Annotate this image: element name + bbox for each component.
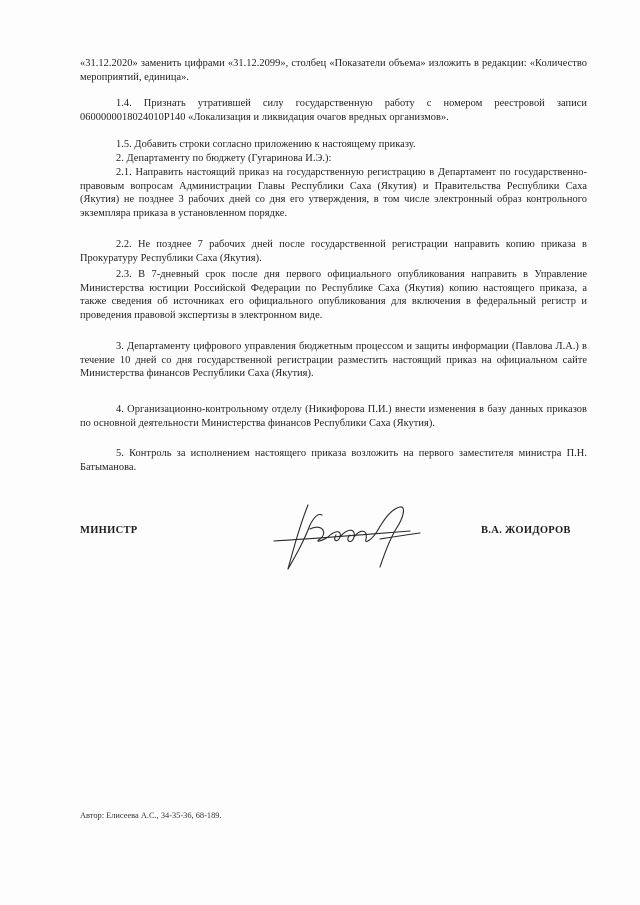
paragraph-2-1: 2.1. Направить настоящий приказ на государственную регистрацию в Департамент по государственно-правовым вопросам Администрации Главы Республики Саха (Якутия) и Правительства Республики Саха (Якутия) не позднее 3 рабочих дней со дня его утверждения, в том числе электронный образ контрольного экземпляра приказа в установленном порядке. — [80, 167, 587, 219]
paragraph-2-2: 2.2. Не позднее 7 рабочих дней после государственной регистрации направить копию приказа в Прокуратуру Республики Саха (Якутия). — [80, 239, 587, 264]
paragraph-4: 4. Организационно-контрольному отделу (Никифорова П.И.) внести изменения в базу данных приказов по основной деятельности Министерства финансов Республики Саха (Якутия). — [80, 404, 587, 429]
handwritten-signature — [270, 495, 440, 575]
paragraph-2: 2. Департаменту по бюджету (Гугаринова И.Э.): — [116, 153, 332, 164]
paragraph-2-3: 2.3. В 7-дневный срок после дня первого официального опубликования направить в Управление Министерства юстиции Российской Федерации по Республике Саха (Якутия) копию настоящего приказа, а также сведения об источниках его официального опубликования для включения в федеральный регистр и проведения правовой экспертизы в электронном виде. — [80, 269, 587, 321]
paragraph-3: 3. Департаменту цифрового управления бюджетным процессом и защиты информации (Павлова Л.А.) в течение 10 дней со дня государственной регистрации разместить настоящий приказ на официальном сайте Министерства финансов Республики Саха (Якутия). — [80, 341, 587, 380]
author-line: Автор: Елисеева А.С., 34-35-36, 68-189. — [80, 811, 222, 820]
signatory-name: В.А. ЖОИДОРОВ — [481, 525, 571, 536]
signatory-title: МИНИСТР — [80, 525, 138, 536]
paragraph-1-5: 1.5. Добавить строки согласно приложению к настоящему приказу. — [116, 139, 416, 150]
paragraph-5: 5. Контроль за исполнением настоящего приказа возложить на первого заместителя министра П.Н. Батыманова. — [80, 448, 587, 473]
paragraph-continuation: «31.12.2020» заменить цифрами «31.12.2099», столбец «Показатели объема» изложить в редакции: «Количество мероприятий, единица». — [80, 58, 587, 83]
paragraph-1-4: 1.4. Признать утратившей силу государственную работу с номером реестровой записи 0600000018024010P140 «Локализация и ликвидация очагов вредных организмов». — [80, 98, 587, 123]
